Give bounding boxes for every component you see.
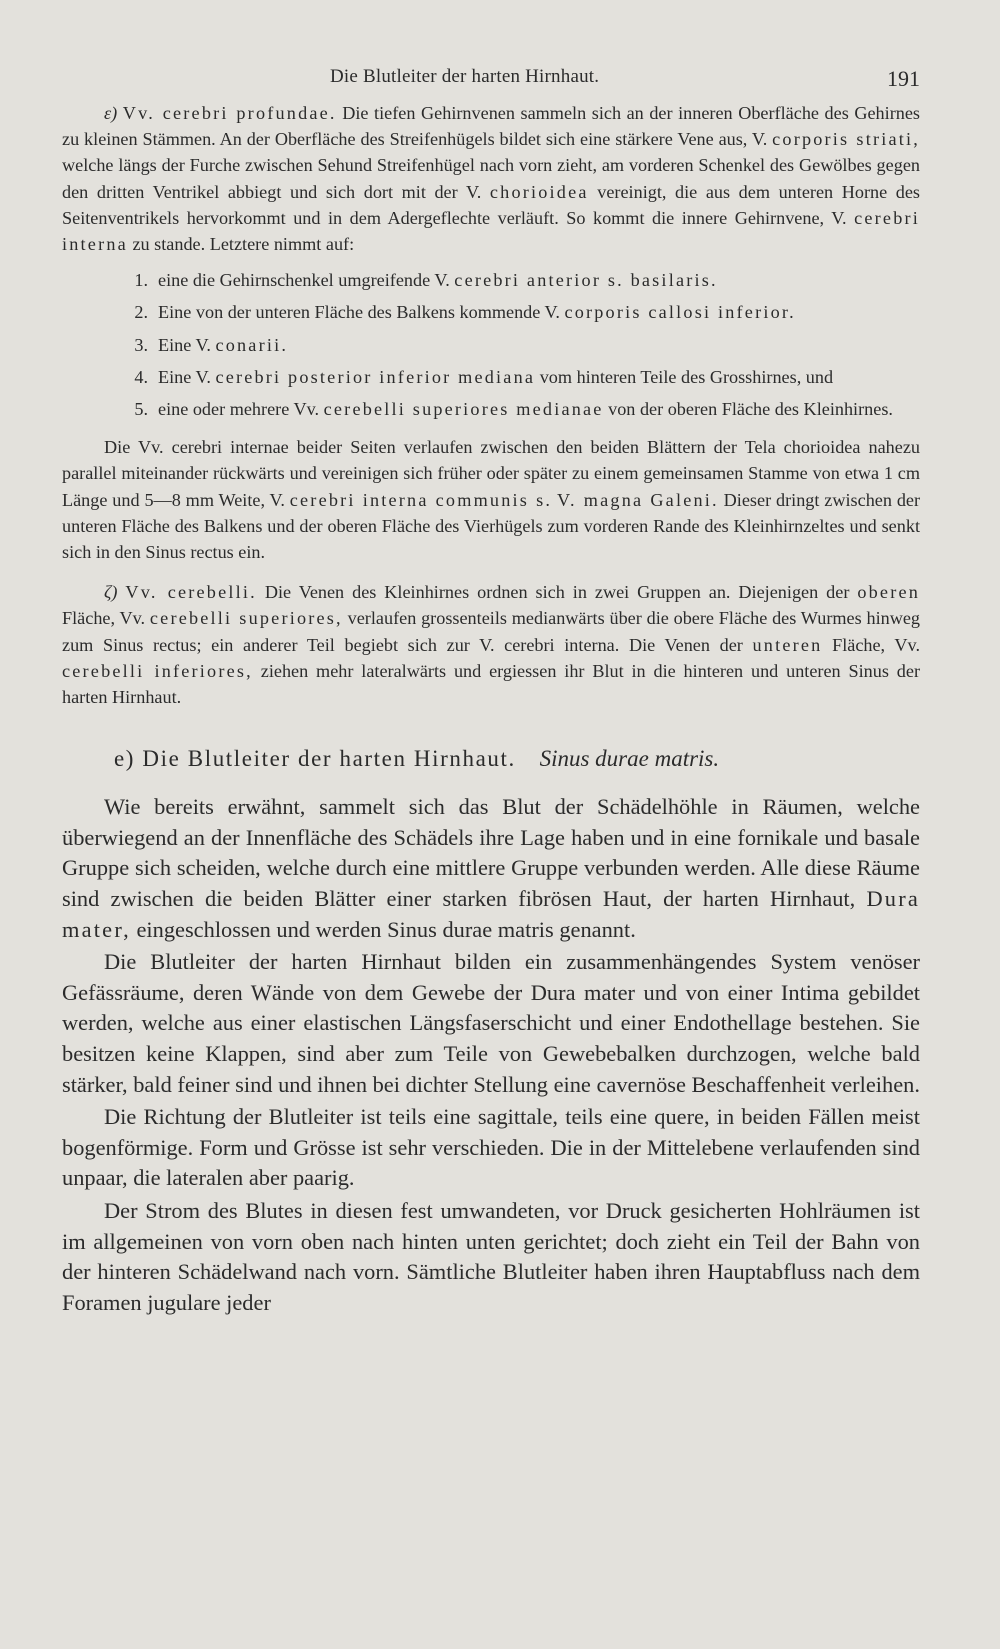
term: cerebelli superiores, <box>149 608 343 629</box>
term: cerebri anterior s. basilaris. <box>454 270 718 291</box>
list-number: 3. <box>134 334 148 355</box>
term: cerebri posterior inferior mediana <box>215 366 536 387</box>
section-marker: ε) <box>104 103 118 123</box>
text: Die tiefen Gehirnvenen sammeln sich an der inneren Oberfläche des Gehirnes zu kleinen Stämmen. An der Oberfläche des Streifenhügels bildet sich eine stärkere Vene aus, V. <box>62 103 921 150</box>
term: cerebri interna <box>62 207 921 255</box>
list-text <box>158 299 920 325</box>
list-number: 5. <box>134 399 148 420</box>
text: Fläche, Vv. <box>832 634 921 655</box>
text: Fläche, Vv. <box>62 608 146 629</box>
list-text-pre: Eine V. <box>158 334 211 355</box>
list-text <box>158 364 920 390</box>
page-header <box>0 60 1000 100</box>
paragraph-epsilon <box>62 100 920 257</box>
list-item <box>62 396 920 422</box>
text: Dieser dringt zwischen der unteren Fläche des Balkens und der oberen Fläche des Vierhügels zum vorderen Rande des Kleinhirnzeltes und senkt sich in den Sinus rectus ein. <box>62 489 921 563</box>
list-item <box>62 267 920 293</box>
list-text-pre: Eine V. <box>158 366 211 387</box>
list-text-pre: Eine von der unteren Fläche des Balkens kommende V. <box>158 302 560 323</box>
paragraph-zeta <box>62 579 920 710</box>
list-number: 2. <box>134 302 148 323</box>
text: vereinigt, die aus dem unteren Horne des Seitenventrikels hervorkommt und in dem Adergeflechte verläuft. So kommt die innere Gehirnvene, V. <box>62 181 920 228</box>
text: Die Vv. cerebri internae beider Seiten verlaufen zwischen den beiden Blättern der Tela chorioidea nahezu parallel miteinander rückwärts und vereinigen sich früher oder später zu einem gemeinsamen Stamme von etwa 1 cm Länge und 5—8 mm Weite, V. <box>62 437 920 510</box>
term: V. magna Galeni. <box>557 489 719 510</box>
text: welche längs der Furche zwischen Sehund Streifenhügel nach vorn zieht, am vorderen Schenkel des Gewölbes gegen den dritten Ventrikel abbiegt und sich dort mit der V. <box>62 155 920 202</box>
term: Vv. cerebri profundae. <box>122 103 337 123</box>
list-text-pre: eine die Gehirnschenkel umgreifende V. <box>158 270 450 291</box>
term: oberen <box>857 582 921 603</box>
text: eingeschlossen und werden Sinus durae matris genannt. <box>136 916 636 942</box>
term: cerebri interna communis s. <box>289 489 553 510</box>
term: Vv. cerebelli. <box>125 582 257 603</box>
body-paragraph-1 <box>62 792 920 945</box>
list-text-post: von der oberen Fläche des Kleinhirnes. <box>608 399 893 420</box>
page-content <box>62 100 920 1318</box>
text: ziehen mehr lateralwärts und ergiessen ihr Blut in die hinteren und unteren Sinus der harten Hirnhaut. <box>62 660 920 708</box>
list-number: 1. <box>134 270 148 291</box>
list-text <box>158 332 920 358</box>
running-title: Die Blutleiter der harten Hirnhaut. <box>330 66 600 87</box>
list-text-post: vom hinteren Teile des Grosshirnes, und <box>539 366 834 387</box>
term: conarii. <box>215 334 289 355</box>
term: corporis striati, <box>772 129 920 150</box>
body-paragraph-4: Der Strom des Blutes in diesen fest umwandeten, vor Druck gesicherten Hohlräumen ist im allgemeinen von vorn oben nach hinten unten gerichtet; doch zieht ein Teil der Bahn von der hinteren Schädelwand nach vorn. Sämtliche Blutleiter haben ihren Hauptabfluss nach dem Foramen jugulare jeder <box>62 1197 920 1315</box>
term: chorioidea <box>489 181 589 202</box>
section-title: e) Die Blutleiter der harten Hirnhaut. <box>114 746 516 772</box>
list-number: 4. <box>134 366 148 387</box>
list-text-pre: eine oder mehrere Vv. <box>158 399 320 420</box>
page-number: 191 <box>887 66 920 91</box>
list-text <box>158 267 920 293</box>
body-paragraph-3: Die Richtung der Blutleiter ist teils eine sagittale, teils eine quere, in beiden Fällen meist bogenförmige. Form und Grösse ist sehr verschieden. Die in der Mittelebene verlaufenden sind unpaar, die lateralen aber paarig. <box>62 1104 920 1191</box>
term: cerebelli superiores medianae <box>323 399 604 420</box>
list-item <box>62 364 920 390</box>
text: zu stande. Letztere nimmt auf: <box>132 234 355 255</box>
term: unteren <box>752 634 823 655</box>
term: corporis callosi inferior. <box>564 302 796 323</box>
term: cerebelli inferiores, <box>62 660 253 681</box>
section-latin-title: Sinus durae matris. <box>539 746 720 772</box>
spacer <box>62 565 920 579</box>
list-item <box>62 332 920 358</box>
section-marker: ζ) <box>104 582 118 603</box>
text: Wie bereits erwähnt, sammelt sich das Blut der Schädelhöhle in Räumen, welche überwiegend an der Innenfläche des Schädels ihre Lage haben und in eine fornikale und basale Gruppe sich scheiden, welche durch eine mittlere Gruppe verbunden werden. Alle diese Räume sind zwischen die beiden Blätter einer starken fibrösen Haut, der harten Hirnhaut, <box>62 794 920 912</box>
text: verlaufen grossenteils medianwärts über die obere Fläche des Wurmes hinweg zum Sinus rectus; ein anderer Teil begiebt sich zur V. cerebri interna. Die Venen der <box>62 608 921 655</box>
body-paragraph-2: Die Blutleiter der harten Hirnhaut bilden ein zusammenhängendes System venöser Gefässräume, deren Wände von dem Gewebe der Dura mater und von einer Intima gebildet werden, welche aus einer elastischen Längsfaserschicht und einer Endothellage bestehen. Sie besitzen keine Klappen, sind aber zum Teile von Gewebebalken durchzogen, welche bald stärker, bald feiner sind und ihnen bei dichter Stellung eine cavernöse Beschaffenheit verleihen. <box>62 949 920 1097</box>
tributary-list <box>62 267 920 422</box>
text: Die Venen des Kleinhirnes ordnen sich in zwei Gruppen an. Diejenigen der <box>264 582 850 603</box>
list-item <box>62 299 920 325</box>
list-text <box>158 396 920 422</box>
paragraph-internae <box>62 434 920 565</box>
section-heading <box>62 744 920 774</box>
term: Dura mater, <box>62 886 920 942</box>
